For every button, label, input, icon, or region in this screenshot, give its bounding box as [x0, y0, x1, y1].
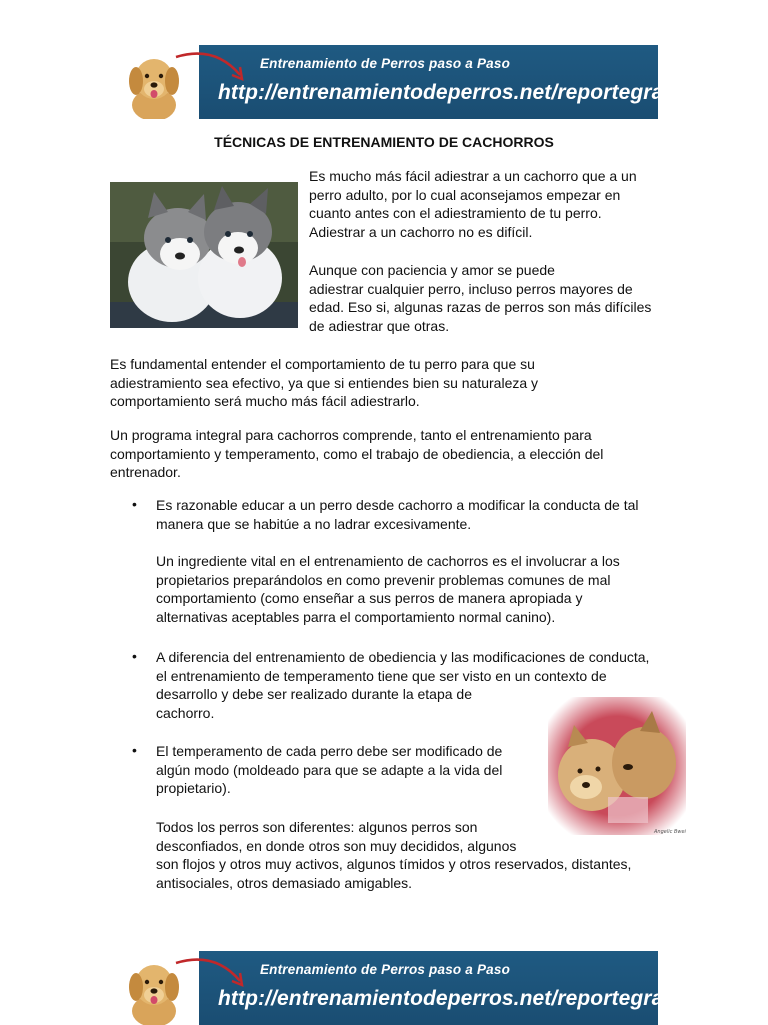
text-line: desarrollo y debe ser realizado durante la etapa de [156, 686, 472, 703]
text-line: cachorro. [156, 704, 215, 721]
intro-paragraph-2 [309, 261, 651, 335]
text-line: Es fundamental entender el comportamiento de tu perro para que su [110, 356, 535, 372]
text-line: de adiestrar que otras. [309, 317, 450, 334]
text-line: propietarios preparándolos en como prevenir problemas comunes de mal [156, 571, 611, 588]
text-line: A diferencia del entrenamiento de obediencia y las modificaciones de conducta, [156, 649, 650, 665]
puppies-kissing-image [548, 697, 686, 835]
header-banner[interactable] [110, 45, 689, 119]
text-line: el entrenamiento de temperamento tiene que ser visto en un contexto de [156, 667, 607, 684]
text-line: son flojos y otros muy activos, algunos tímidos y otros reservados, distantes, [156, 856, 632, 873]
text-line: comportamiento (como enseñar a sus perros de manera apropiada y [156, 590, 583, 607]
bullet-marker: • [132, 496, 137, 512]
banner-url-link[interactable]: http://entrenamientodeperros.net/reportegratis [218, 987, 689, 1010]
page-title: TÉCNICAS DE ENTRENAMIENTO DE CACHORROS [214, 134, 554, 150]
body-paragraph-1 [110, 355, 538, 411]
banner-url-link[interactable]: http://entrenamientodeperros.net/reportegratis [218, 81, 689, 104]
photo-caption: Angelic Bwei [654, 829, 686, 835]
text-line: comportamiento será mucho más fácil adiestrarlo. [110, 393, 420, 410]
bullet-marker: • [132, 648, 137, 664]
text-line: Adiestrar a un cachorro no es difícil. [309, 223, 533, 240]
text-line: perro adulto, por lo cual aconsejamos empezar en [309, 186, 621, 203]
intro-paragraph-1 [309, 167, 637, 241]
text-line: Un programa integral para cachorros comprende, tanto el entrenamiento para [110, 427, 592, 443]
text-line: propietario). [156, 780, 231, 797]
text-line: comportamiento y temperamento, como el trabajo de obediencia, a elección del [110, 445, 604, 462]
footer-banner[interactable] [110, 951, 689, 1025]
text-line: entrenador. [110, 464, 181, 481]
text-line: Es razonable educar a un perro desde cachorro a modificar la conducta de tal [156, 497, 639, 513]
text-line: El temperamento de cada perro debe ser modificado de [156, 743, 503, 759]
bullet-marker: • [132, 742, 137, 758]
bullet-item-3-extra [156, 818, 631, 892]
bullet-item-3 [156, 742, 502, 798]
text-line: cuanto antes con el adiestramiento de tu perro. [309, 205, 602, 222]
banner-title: Entrenamiento de Perros paso a Paso [259, 962, 511, 977]
text-line: Todos los perros son diferentes: algunos perros son [156, 819, 478, 835]
text-line: antisociales, otros demasiado amigables. [156, 874, 413, 891]
text-line: edad. Eso si, algunas razas de perros son más difíciles [309, 299, 652, 316]
body-paragraph-2 [110, 426, 603, 482]
text-line: desconfiados, en donde otros son muy decididos, algunos [156, 837, 517, 854]
text-line: algún modo (moldeado para que se adapte a la vida del [156, 761, 503, 778]
text-line: adiestrar cualquier perro, incluso perros mayores de [309, 280, 633, 297]
text-line: Un ingrediente vital en el entrenamiento de cachorros es el involucrar a los [156, 553, 620, 569]
banner-title: Entrenamiento de Perros paso a Paso [259, 56, 511, 71]
text-line: manera que se habitúe a no ladrar excesivamente. [156, 515, 472, 532]
text-line: alternativas aceptables parra el comportamiento normal canino). [156, 608, 556, 625]
text-line: Aunque con paciencia y amor se puede [309, 262, 555, 278]
bullet-item-1 [156, 496, 639, 533]
text-line: adiestramiento sea efectivo, ya que si entiendes bien su naturaleza y [110, 374, 539, 391]
text-line: Es mucho más fácil adiestrar a un cachorro que a un [309, 168, 637, 184]
husky-puppies-image [110, 182, 298, 328]
bullet-item-1-extra [156, 552, 620, 626]
